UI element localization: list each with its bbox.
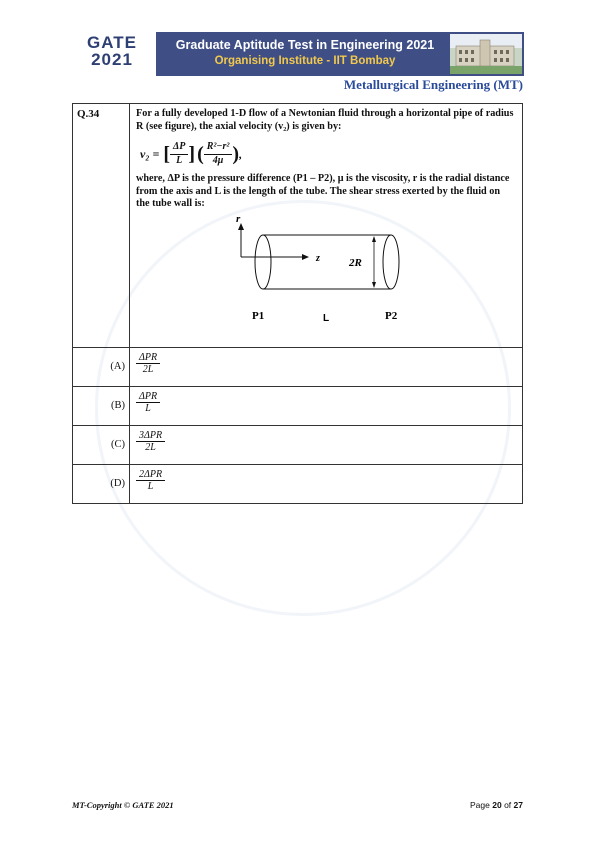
pipe-diagram xyxy=(166,217,486,337)
footer-page-number xyxy=(470,800,523,810)
formula-frac2-den: 4μ xyxy=(212,154,224,166)
gate-logo xyxy=(72,34,152,74)
question-table xyxy=(72,103,523,504)
pipe-figure xyxy=(166,217,486,337)
page-total: 27 xyxy=(513,800,523,810)
logo-line-1: GATE xyxy=(87,33,137,52)
question-body xyxy=(130,104,523,348)
option-denominator: L xyxy=(147,480,154,492)
p1-label: P1 xyxy=(252,309,265,322)
z-axis-label: z xyxy=(316,252,320,264)
option-numerator: 2ΔPR xyxy=(136,469,165,481)
formula-frac1-den: L xyxy=(176,154,183,166)
option-row-c[interactable] xyxy=(73,425,523,464)
length-label: L xyxy=(323,312,330,324)
option-numerator: ΔPR xyxy=(136,352,160,364)
diameter-label: 2R xyxy=(349,256,362,269)
option-row-d[interactable] xyxy=(73,464,523,503)
option-fraction xyxy=(136,352,160,375)
footer-copyright: MT-Copyright © GATE 2021 xyxy=(72,800,174,810)
formula-fraction-2 xyxy=(204,141,233,167)
option-label: (C) xyxy=(73,425,130,464)
formula-end: , xyxy=(239,146,243,161)
option-value xyxy=(130,464,523,503)
diameter-arrow-top xyxy=(372,236,376,242)
option-row-a[interactable] xyxy=(73,347,523,386)
logo-line-2: 2021 xyxy=(91,50,133,69)
option-denominator: 2L xyxy=(145,441,156,453)
option-label: (D) xyxy=(73,464,130,503)
option-label: (B) xyxy=(73,386,130,425)
option-denominator: L xyxy=(145,402,151,414)
exam-title: Graduate Aptitude Test in Engineering 2021 xyxy=(175,38,435,52)
option-value xyxy=(130,425,523,464)
option-fraction xyxy=(136,430,165,453)
page-header xyxy=(72,30,524,76)
option-fraction xyxy=(136,469,165,492)
option-value xyxy=(130,347,523,386)
question-stem: For a fully developed 1-D flow of a Newtonian fluid through a horizontal pipe of radius R (see figure), the axial velocity (v₂) is given by: xyxy=(136,108,514,132)
question-row xyxy=(73,104,523,348)
p2-label: P2 xyxy=(385,309,398,322)
option-denominator: 2L xyxy=(142,363,154,375)
page-prefix: Page xyxy=(469,800,490,810)
option-label: (A) xyxy=(73,347,130,386)
formula-frac1-num: ΔP xyxy=(170,141,188,155)
diameter-arrow-bottom xyxy=(372,282,376,288)
question-explanation: where, ΔP is the pressure difference (P1 – P2), μ is the viscosity, r is the radial distance from the axis and L is the length of the tube. The shear stress exerted by the fluid on the tube wall is: xyxy=(136,173,510,209)
page-current: 20 xyxy=(492,800,502,810)
subject-title: Metallurgical Engineering (MT) xyxy=(343,77,523,92)
option-value xyxy=(130,386,523,425)
option-row-b[interactable] xyxy=(73,386,523,425)
institute-building-image xyxy=(450,34,522,74)
pipe-right-end xyxy=(383,235,399,289)
formula-fraction-1 xyxy=(170,141,188,167)
formula-frac2-num: R²−r² xyxy=(204,141,233,155)
formula-lhs: v₂ = xyxy=(140,146,160,161)
organiser-text: Organising Institute - IIT Bombay xyxy=(214,55,396,67)
pipe-left-end xyxy=(255,235,271,289)
question-number: Q.34 xyxy=(73,104,130,348)
velocity-formula: v₂ = [ $\frac{\Delta P}{L}$ ] ( $\frac{\text{R²−r²}}{4\mu}$ ) , xyxy=(140,141,243,166)
r-axis-label: r xyxy=(236,216,241,225)
option-numerator: 3ΔPR xyxy=(136,430,165,442)
page-of: of xyxy=(504,800,512,810)
header-banner xyxy=(156,32,524,76)
option-numerator: ΔPR xyxy=(136,391,160,403)
z-axis-arrowhead xyxy=(302,254,309,260)
option-fraction xyxy=(136,391,160,414)
